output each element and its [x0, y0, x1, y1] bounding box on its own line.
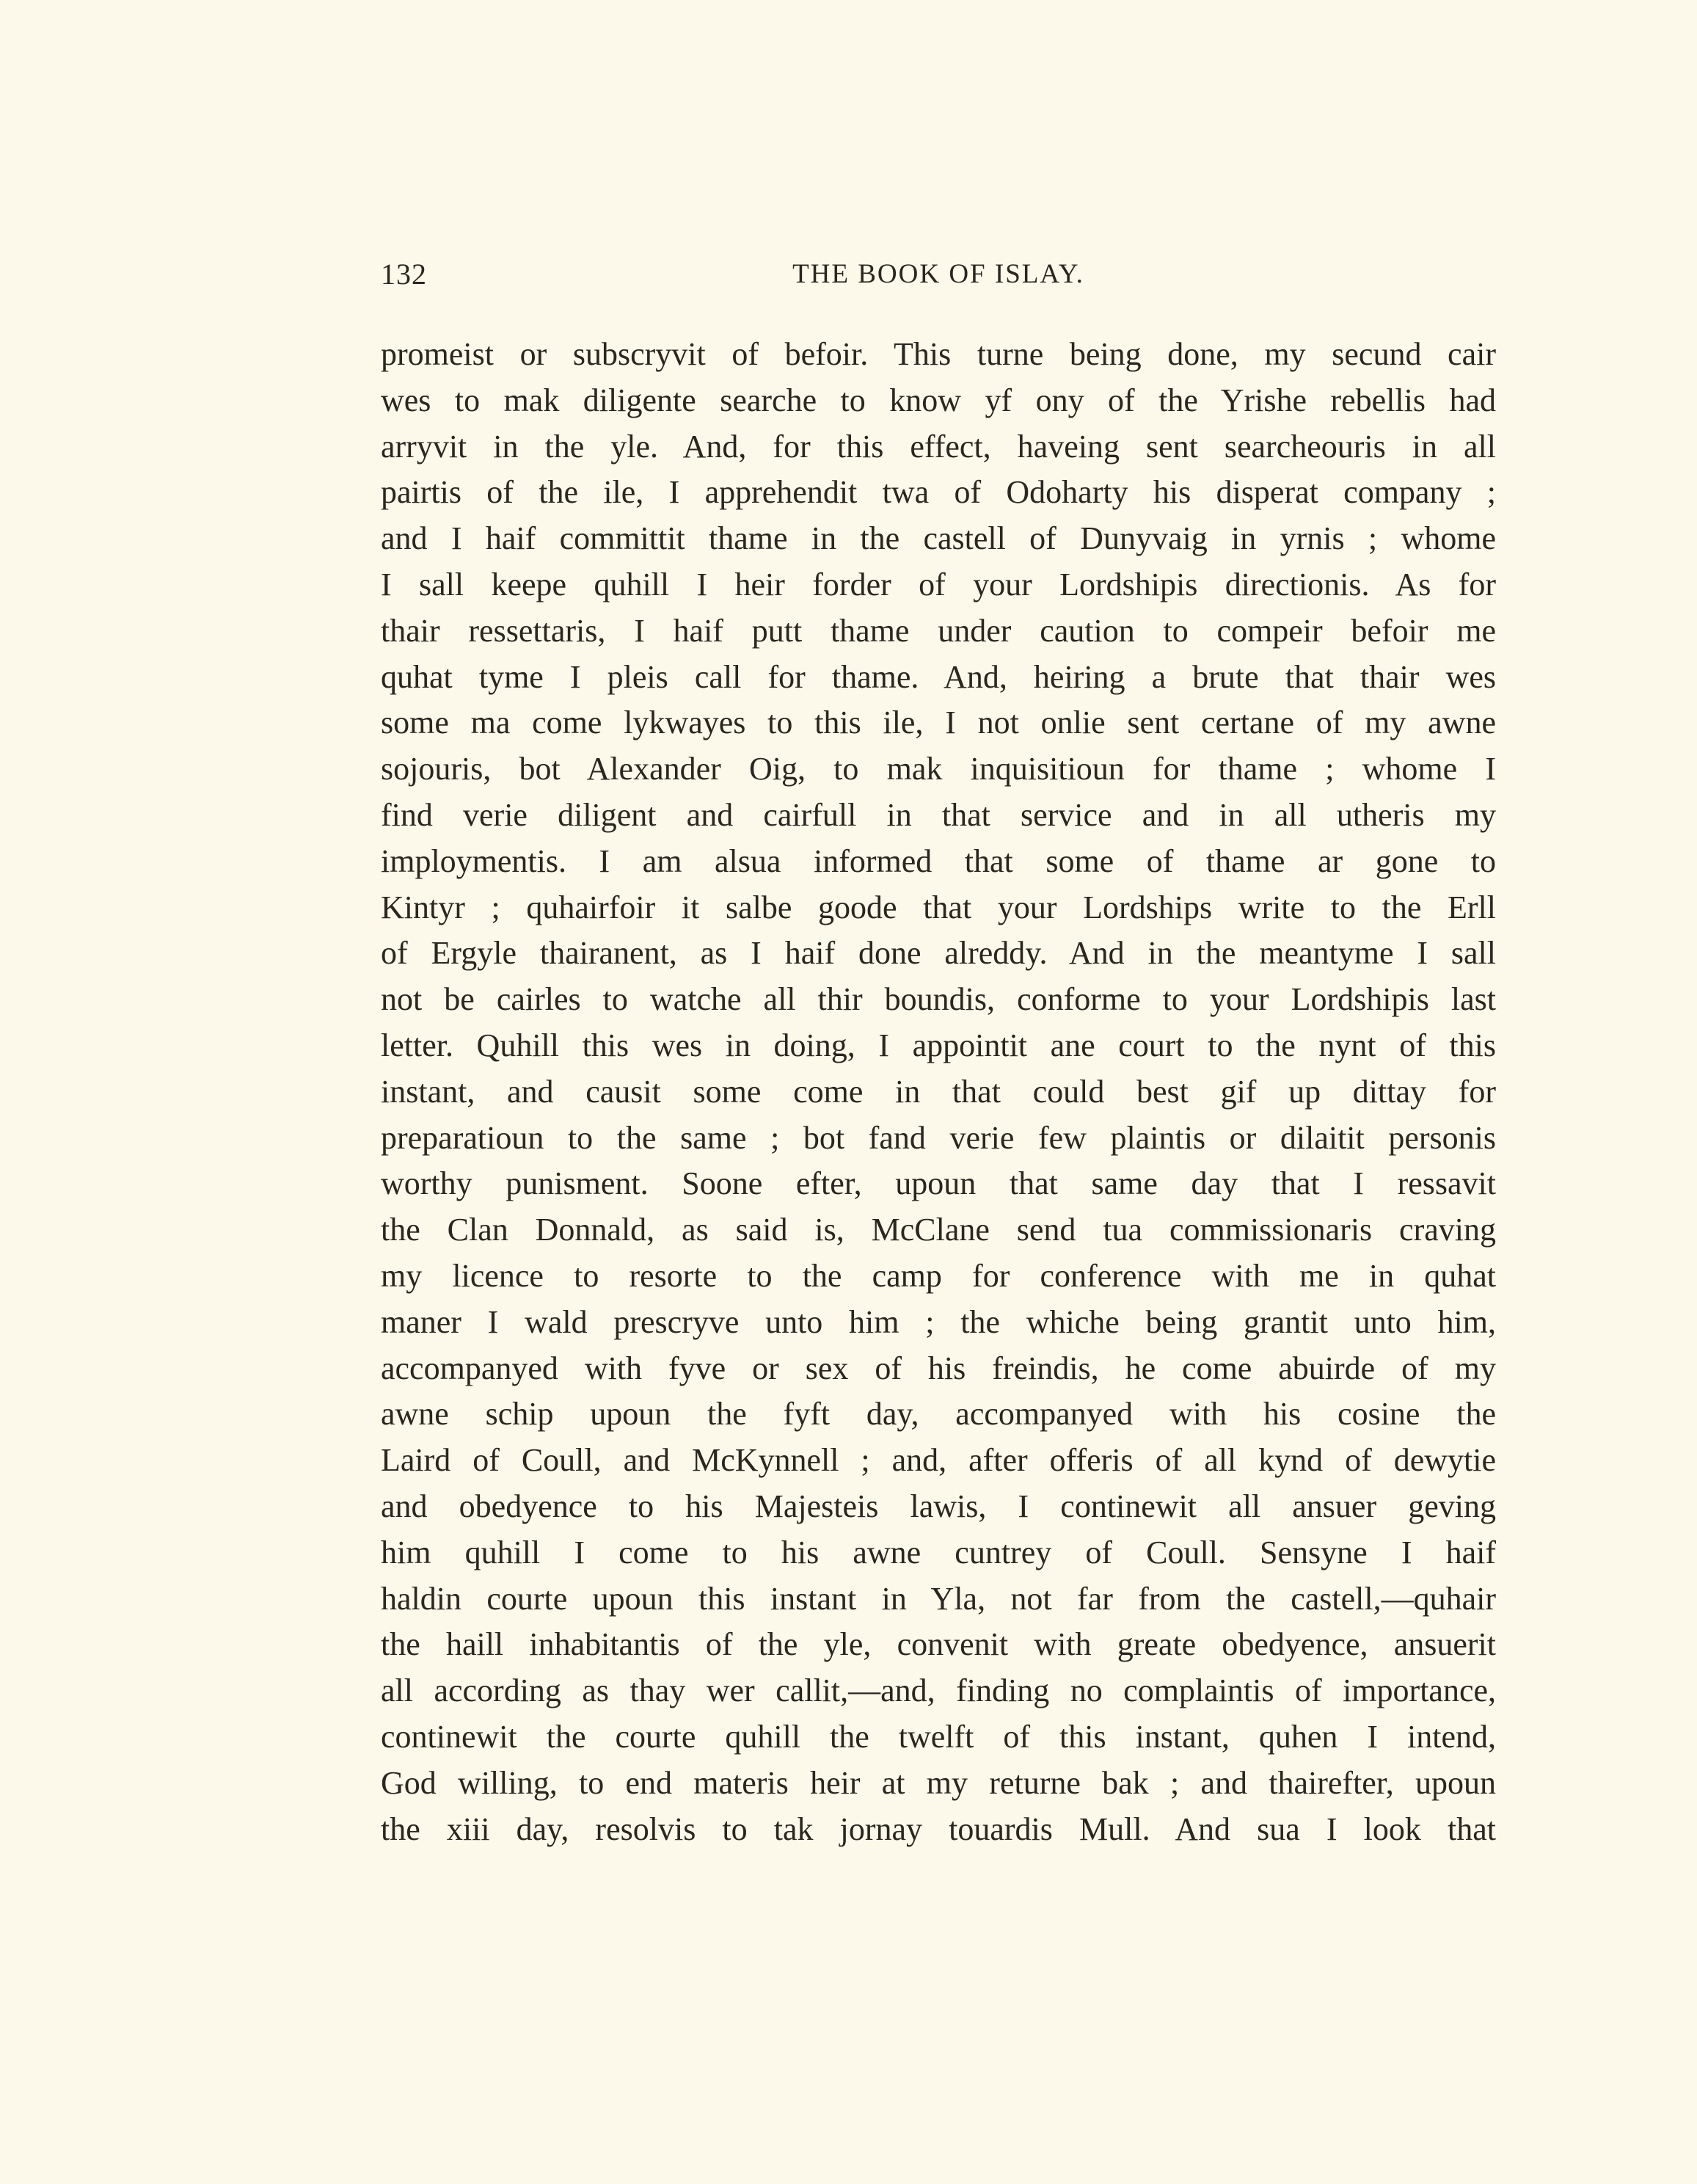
- text-line: of Ergyle thairanent, as I haif done alreddy. And in the meantyme I sall: [381, 935, 1496, 972]
- running-head: THE BOOK OF ISLAY.: [792, 259, 1084, 289]
- text-line: promeist or subscryvit of befoir. This turne being done, my secund cair: [381, 336, 1496, 372]
- text-line: preparatioun to the same ; bot fand verie few plaintis or dilaitit personis: [381, 1119, 1496, 1156]
- text-line: find verie diligent and cairfull in that service and in all utheris my: [381, 796, 1496, 833]
- text-line: wes to mak diligente searche to know yf ony of the Yrishe rebellis had: [381, 382, 1496, 418]
- text-line: instant, and causit some come in that could best gif up dittay for: [381, 1073, 1496, 1110]
- text-line: my licence to resorte to the camp for conference with me in quhat: [381, 1257, 1496, 1294]
- text-line: the Clan Donnald, as said is, McClane send tua commissionaris craving: [381, 1212, 1496, 1248]
- text-line: haldin courte upoun this instant in Yla, not far from the castell,—quhair: [381, 1580, 1496, 1617]
- text-line: the haill inhabitantis of the yle, convenit with greate obedyence, ansuerit: [381, 1626, 1496, 1663]
- page-number: 132: [381, 258, 427, 291]
- text-line: imploymentis. I am alsua informed that some of thame ar gone to: [381, 842, 1496, 879]
- text-line: accompanyed with fyve or sex of his freindis, he come abuirde of my: [381, 1350, 1496, 1386]
- text-line: Laird of Coull, and McKynnell ; and, after offeris of all kynd of dewytie: [381, 1442, 1496, 1479]
- text-line: thair ressettaris, I haif putt thame under caution to compeir befoir me: [381, 612, 1496, 649]
- text-line: quhat tyme I pleis call for thame. And, heiring a brute that thair wes: [381, 658, 1496, 695]
- text-line: the xiii day, resolvis to tak jornay touardis Mull. And sua I look that: [381, 1810, 1496, 1847]
- text-line: letter. Quhill this wes in doing, I appointit ane court to the nynt of this: [381, 1027, 1496, 1063]
- text-line: I sall keepe quhill I heir forder of your Lordshipis directionis. As for: [381, 566, 1496, 603]
- text-line: and I haif committit thame in the castell of Dunyvaig in yrnis ; whome: [381, 520, 1496, 557]
- text-line: maner I wald prescryve unto him ; the whiche being grantit unto him,: [381, 1303, 1496, 1340]
- text-line: continewit the courte quhill the twelft of this instant, quhen I intend,: [381, 1718, 1496, 1755]
- text-line: awne schip upoun the fyft day, accompanyed with his cosine the: [381, 1396, 1496, 1433]
- text-line: sojouris, bot Alexander Oig, to mak inquisitioun for thame ; whome I: [381, 751, 1496, 787]
- text-line: all according as thay wer callit,—and, finding no complaintis of importance,: [381, 1672, 1496, 1709]
- text-line: some ma come lykwayes to this ile, I not onlie sent certane of my awne: [381, 705, 1496, 741]
- text-line: God willing, to end materis heir at my returne bak ; and thairefter, upoun: [381, 1764, 1496, 1801]
- text-line: him quhill I come to his awne cuntrey of Coull. Sensyne I haif: [381, 1534, 1496, 1570]
- text-line: and obedyence to his Majesteis lawis, I continewit all ansuer geving: [381, 1488, 1496, 1524]
- text-line: Kintyr ; quhairfoir it salbe goode that your Lordships write to the Erll: [381, 889, 1496, 925]
- text-line: not be cairles to watche all thir boundis, conforme to your Lordshipis last: [381, 981, 1496, 1018]
- text-line: worthy punisment. Soone efter, upoun that same day that I ressavit: [381, 1165, 1496, 1202]
- text-line: arryvit in the yle. And, for this effect, haveing sent searcheouris in all: [381, 428, 1496, 465]
- page-header: [381, 257, 1496, 301]
- text-line: pairtis of the ile, I apprehendit twa of Odoharty his disperat company ;: [381, 474, 1496, 511]
- body-text: [381, 332, 1496, 1852]
